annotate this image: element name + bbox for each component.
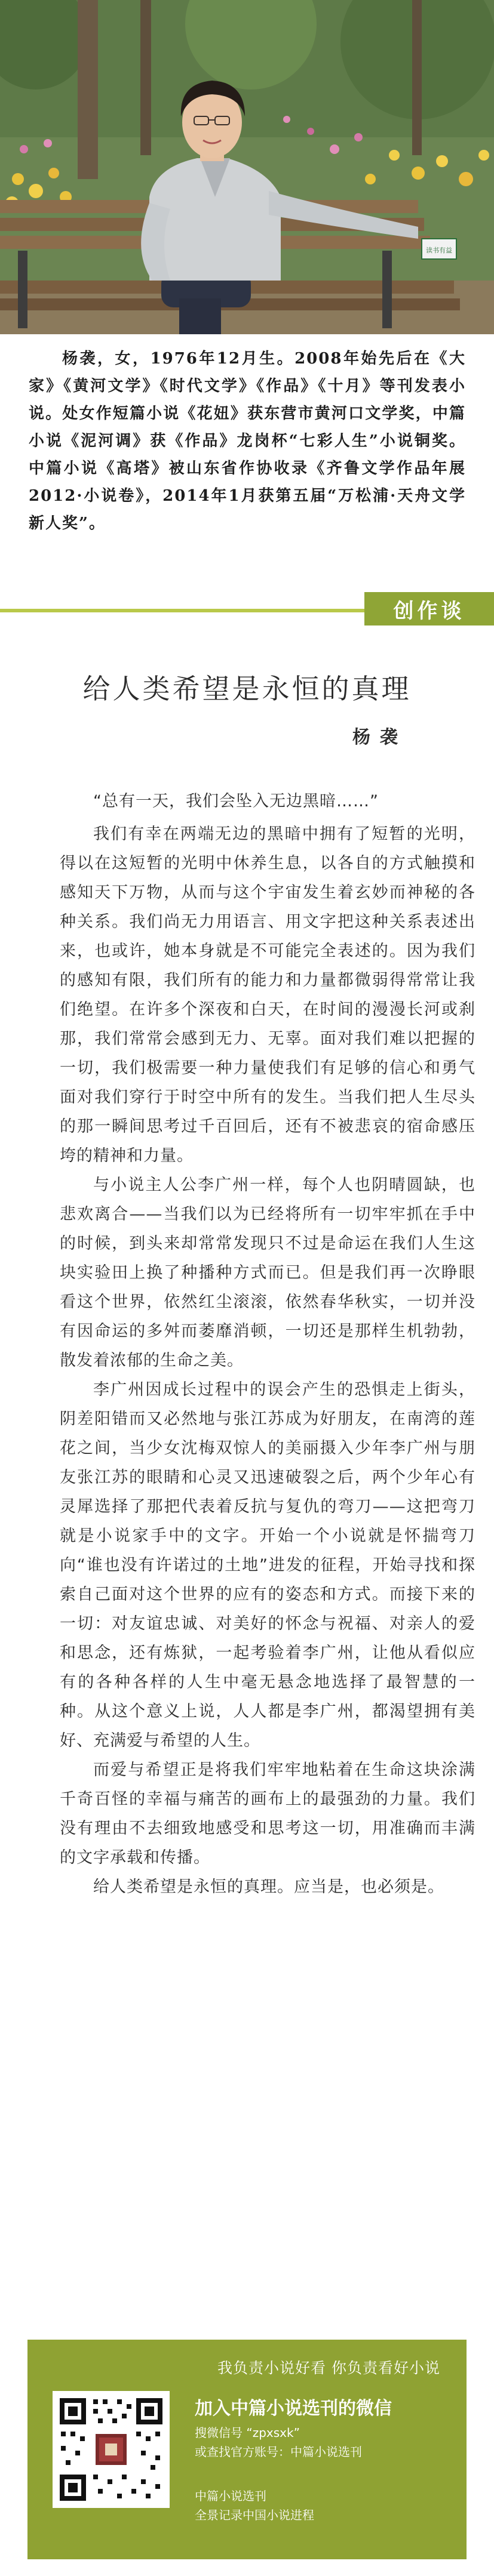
footer-brand-name: 中篇小说选刊	[195, 2489, 266, 2503]
footer-banner	[27, 2340, 467, 2559]
author-photo	[0, 0, 494, 334]
article-paragraph: 李广州因成长过程中的误会产生的恐惧走上街头，阴差阳错而又必然地与张江苏成为好朋友，在南湾的莲花之间，当少女沈梅双惊人的美丽摄入少年李广州与朋友张江苏的眼睛和心灵又迅速破裂之后，两个少年心有灵犀选择了那把代表着反抗与复仇的弯刀——这把弯刀就是小说家手中的文字。开始一个小说就是怀揣弯刀向“谁也没有许诺过的土地”进发的征程，开始寻找和探索自己面对这个世界的应有的姿态和方式。而接下来的一切：对友谊忠诚、对美好的怀念与祝福、对亲人的爱和思念，还有炼狱，一起考验着李广州，让他从看似应有的各种各样的人生中毫无悬念地选择了最智慧的一种。从这个意义上说，人人都是李广州，都渴望拥有美好、充满爱与希望的人生。	[60, 1381, 475, 1750]
article-paragraph: 与小说主人公李广州一样，每个人也阴晴圆缺，也悲欢离合——当我们以为已经将所有一切牢牢抓在手中的时候，到头来却常常发现只不过是命运在我们人生这块实验田上换了种播种方式而已。但是我们再一次睁眼看这个世界，依然红尘滚滚，依然春华秋实，一切并没有因命运的多舛而萎靡消顿，一切还是那样生机勃勃，散发着浓郁的生命之美。	[60, 1176, 475, 1370]
footer-wechat-search: 搜微信号 “zpxsxk”	[195, 2426, 300, 2440]
article-paragraph: 我们有幸在两端无边的黑暗中拥有了短暂的光明，得以在这短暂的光明中休养生息，以各自的方式触摸和感知天下万物，从而与这个宇宙发生着玄妙而神秘的各种关系。我们尚无力用语言、用文字把这种关系表述出来，也或许，她本身就是不可能完全表述的。因为我们的感知有限，我们所有的能力和力量都微弱得常常让我们绝望。在许多个深夜和白天，在时间的漫漫长河或刹那，我们常常会感到无力、无辜。面对我们难以把握的一切，我们极需要一种力量使我们有足够的信心和勇气面对我们穿行于时空中所有的发生。当我们把人生尽头的那一瞬间思考过千百回后，还有不被悲哀的宿命感压垮的精神和力量。	[60, 825, 475, 1165]
article-paragraph: “总有一天，我们会坠入无边黑暗……”	[93, 792, 379, 811]
footer-wechat-account: 或查找官方账号：中篇小说选刊	[195, 2445, 362, 2459]
qr-code[interactable]	[53, 2391, 170, 2508]
footer-slogan: 我负责小说好看 你负责看好小说	[217, 2359, 440, 2377]
footer-join-title: 加入中篇小说选刊的微信	[195, 2398, 392, 2419]
section-tab: 创作谈	[364, 592, 494, 625]
footer-brand-tagline: 全景记录中国小说进程	[195, 2508, 314, 2522]
article-author: 杨袭	[352, 727, 407, 748]
article-title: 给人类希望是永恒的真理	[82, 673, 412, 705]
author-bio: 杨袭，女，1976年12月生。2008年始先后在《大家》《黄河文学》《时代文学》《作品》《十月》等刊发表小说。处女作短篇小说《花妞》获东营市黄河口文学奖，中篇小说《泥河调》获《作品》龙岗杯“七彩人生”小说铜奖。中篇小说《高塔》被山东省作协收录《齐鲁文学作品年展2012·小说卷》，2014年1月获第五届“万松浦·天舟文学新人奖”。	[29, 350, 466, 532]
article-paragraph: 给人类希望是永恒的真理。应当是，也必须是。	[93, 1878, 444, 1896]
qr-code-icon	[57, 2396, 165, 2503]
bench-sign-text: 读书有益	[426, 246, 452, 254]
article-paragraph: 而爱与希望正是将我们牢牢地粘着在生命这块涂满千奇百怪的幸福与痛苦的画布上的最强劲的力量。我们没有理由不去细致地感受和思考这一切，用准确而丰满的文字承载和传播。	[60, 1761, 475, 1867]
article-body	[60, 787, 475, 1902]
author-photo-illustration	[0, 0, 494, 334]
